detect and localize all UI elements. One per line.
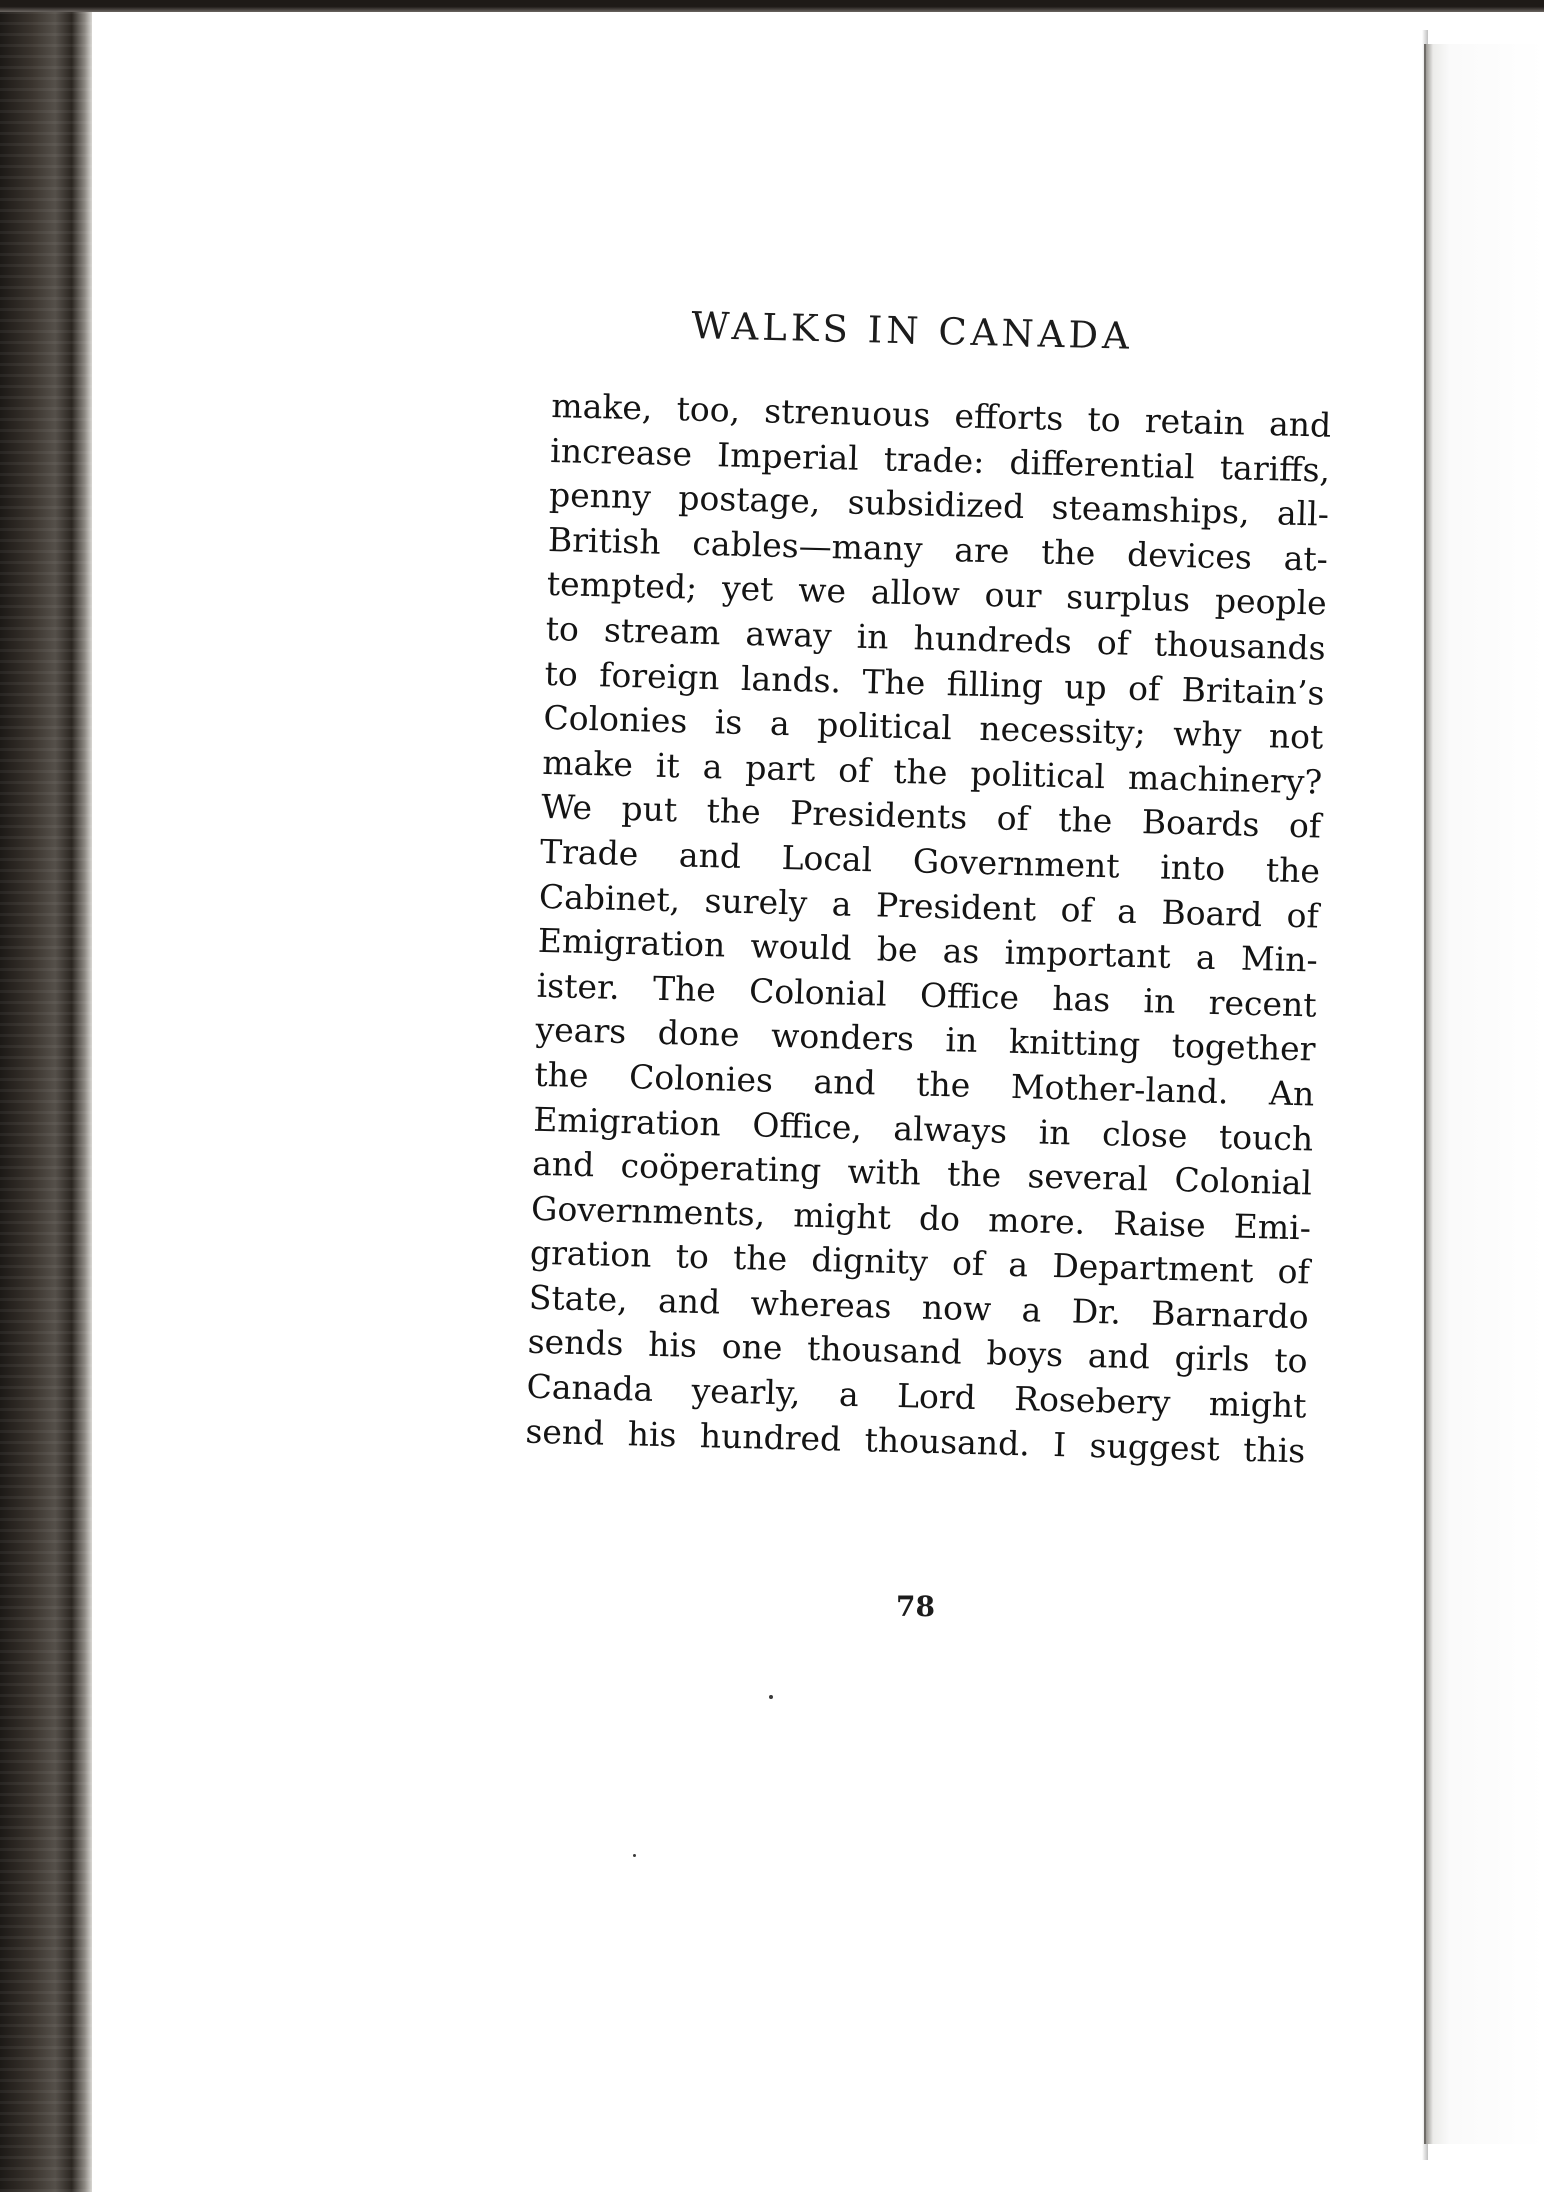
- text-line: Governments, might do more. Raise Emi-: [530, 1188, 1312, 1248]
- text-line: the Colonies and the Mother-land. An: [534, 1054, 1315, 1114]
- text-line: tempted; yet we allow our surplus people: [546, 564, 1328, 624]
- text-line: send his hundred thousand. I suggest this: [525, 1411, 1306, 1471]
- book-page: [92, 12, 1422, 2192]
- text-line: to stream away in hundreds of thousands: [545, 608, 1327, 668]
- paper-speck: [769, 1695, 773, 1699]
- text-line: Colonies is a political necessity; why not: [543, 698, 1324, 757]
- text-line: Cabinet, surely a President of a Board of: [538, 876, 1320, 936]
- text-line: Trade and Local Government into the: [539, 831, 1321, 891]
- text-line: and coöperating with the several Colonial: [531, 1143, 1313, 1203]
- book-binding-edge: [0, 0, 92, 2192]
- text-line: We put the Presidents of the Boards of: [540, 787, 1322, 846]
- text-line: Emigration Office, always in close touch: [532, 1099, 1314, 1158]
- text-line: make it a part of the political machinery?: [541, 742, 1323, 802]
- scanner-top-edge: [0, 0, 1544, 12]
- running-head: WALKS IN CANADA: [690, 304, 1134, 358]
- page-number: 78: [896, 1590, 935, 1623]
- text-line: years done wonders in knitting together: [535, 1010, 1316, 1069]
- text-line: Canada yearly, a Lord Rosebery might: [526, 1366, 1307, 1426]
- text-line: make, too, strenuous efforts to retain and: [550, 385, 1332, 445]
- paper-speck: [633, 1854, 636, 1857]
- text-line: to foreign lands. The filling up of Britain’s: [544, 653, 1325, 713]
- text-line: penny postage, subsidized steamships, all-: [548, 475, 1330, 534]
- text-line: sends his one thousand boys and girls to: [527, 1322, 1309, 1381]
- body-text: [525, 384, 1332, 1474]
- text-line: ister. The Colonial Office has in recent: [536, 965, 1318, 1025]
- text-line: gration to the dignity of a Department of: [529, 1233, 1311, 1292]
- text-line: State, and whereas now a Dr. Barnardo: [528, 1277, 1310, 1337]
- text-line: British cables—many are the devices at-: [547, 519, 1329, 579]
- text-line: Emigration would be as important a Min-: [537, 920, 1319, 980]
- adjacent-page-edge: [1424, 44, 1544, 2144]
- text-line: increase Imperial trade: differential tariffs,: [549, 430, 1331, 490]
